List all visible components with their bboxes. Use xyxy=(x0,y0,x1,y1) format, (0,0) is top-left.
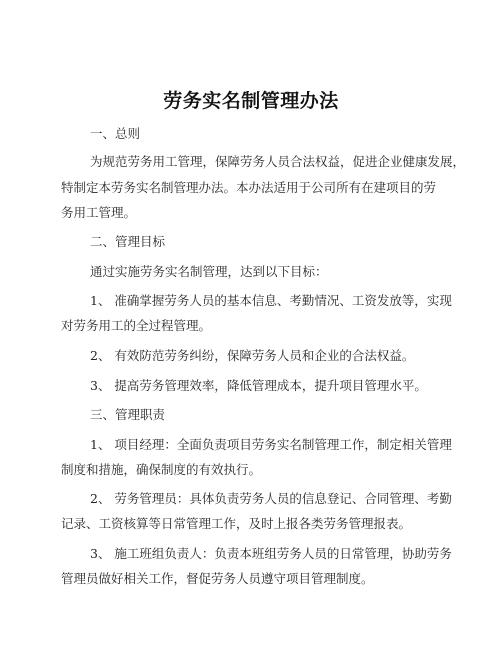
paragraph-line: 务用工管理。 xyxy=(61,205,137,220)
section-heading: 三、管理职责 xyxy=(90,407,166,422)
list-item-line: 2、 有效防范劳务纠纷，保障劳务人员和企业的合法权益。 xyxy=(90,348,415,363)
paragraph-line: 特制定本劳务实名制管理办法。本办法适用于公司所有在建项目的劳 xyxy=(61,180,437,195)
section-heading: 二、管理目标 xyxy=(90,234,166,249)
list-item-line: 记录、工资核算等日常管理工作，及时上报各类劳务管理报表。 xyxy=(61,516,412,531)
paragraph-line: 为规范劳务用工管理，保障劳务人员合法权益，促进企业健康发展， xyxy=(90,154,466,169)
list-item-line: 对劳务用工的全过程管理。 xyxy=(61,318,212,333)
list-item-line: 1、 项目经理：全面负责项目劳务实名制管理工作，制定相关管理 xyxy=(90,437,452,452)
section-heading: 一、总则 xyxy=(90,126,141,141)
list-item-line: 1、 准确掌握劳务人员的基本信息、考勤情况、工资发放等，实现 xyxy=(90,293,452,308)
list-item-line: 3、 提高劳务管理效率，降低管理成本，提升项目管理水平。 xyxy=(90,378,427,393)
list-item-line: 管理员做好相关工作，督促劳务人员遵守项目管理制度。 xyxy=(61,571,374,586)
paragraph-line: 通过实施劳务实名制管理，达到以下目标： xyxy=(90,264,328,279)
list-item-line: 制度和措施，确保制度的有效执行。 xyxy=(61,462,262,477)
document-title: 劳务实名制管理办法 xyxy=(163,90,339,112)
list-item-line: 2、 劳务管理员：具体负责劳务人员的信息登记、合同管理、考勤 xyxy=(90,491,452,506)
list-item-line: 3、 施工班组负责人：负责本班组劳务人员的日常管理，协助劳务 xyxy=(90,546,452,561)
